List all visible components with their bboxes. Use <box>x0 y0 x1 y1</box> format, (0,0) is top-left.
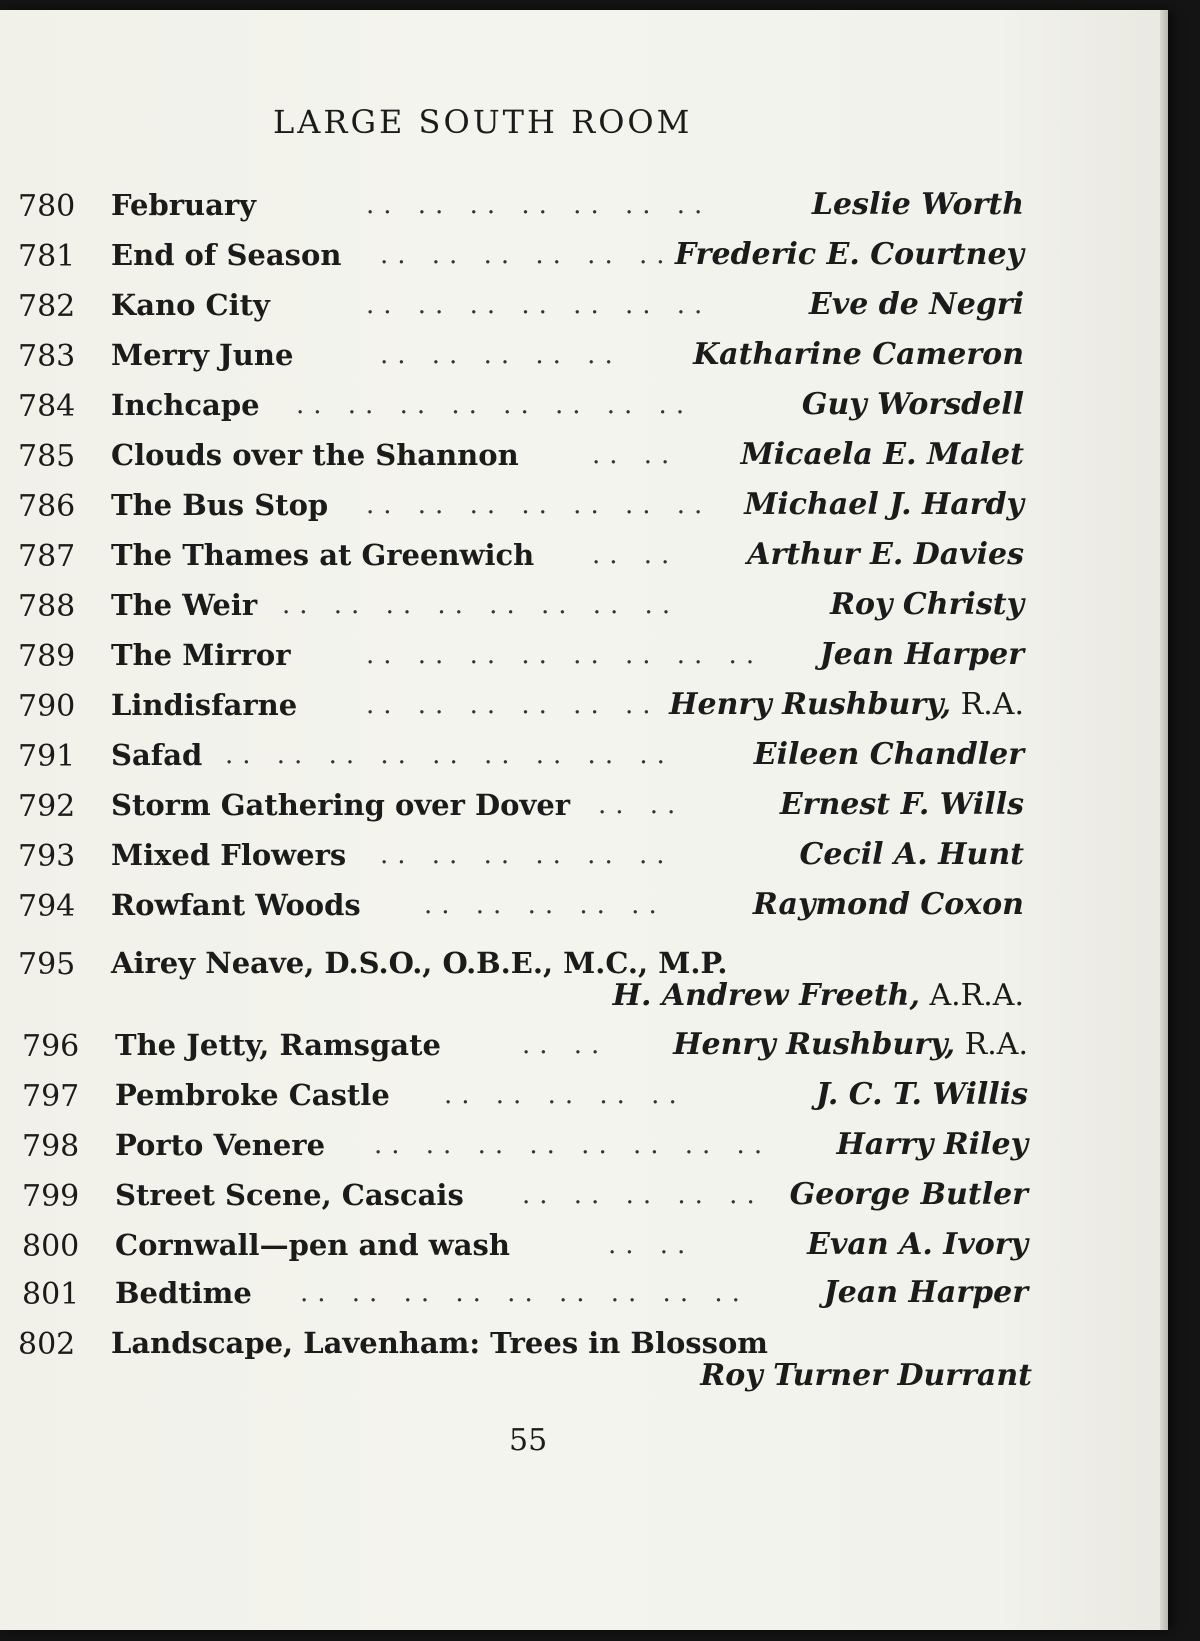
artist-name: Jean Harper <box>823 1275 1028 1310</box>
artist-suffix: R.A. <box>951 687 1024 722</box>
leader-dots: .. .. <box>592 540 679 570</box>
artist-name: George Butler <box>789 1177 1028 1212</box>
leader-dots: .. .. .. .. .. .. <box>380 840 674 870</box>
entry-title: Bedtime <box>115 1276 252 1310</box>
entry-artist <box>812 187 1024 222</box>
entry-number: 802 <box>18 1327 76 1362</box>
leader-dots: .. .. .. .. .. .. .. .. <box>374 1130 772 1160</box>
leader-dots: .. .. .. .. .. .. .. <box>366 190 712 220</box>
leader-dots: .. .. .. .. .. .. .. .. <box>282 590 680 620</box>
entry-title: Clouds over the Shannon <box>111 438 519 472</box>
entry-title: The Thames at Greenwich <box>111 538 535 572</box>
leader-dots: .. .. .. .. .. <box>424 890 666 920</box>
artist-name: Ernest F. Wills <box>779 787 1024 822</box>
entry-title: Landscape, Lavenham: Trees in Blossom <box>111 1326 768 1360</box>
catalogue-entry-784 <box>18 380 1024 424</box>
catalogue-entry-782 <box>18 280 1024 324</box>
entry-title: Lindisfarne <box>111 688 298 722</box>
entry-number: 799 <box>22 1179 80 1214</box>
artist-name: Henry Rushbury, <box>673 1027 956 1062</box>
leader-dots: .. .. <box>608 1230 695 1260</box>
catalogue-entry-792 <box>18 780 1024 824</box>
entry-number: 781 <box>18 239 76 274</box>
leader-dots: .. .. .. .. .. <box>380 340 622 370</box>
catalogue-entry-781 <box>18 230 1024 274</box>
leader-dots: .. .. <box>598 790 685 820</box>
artist-name: Cecil A. Hunt <box>799 837 1024 872</box>
entry-number: 790 <box>18 689 76 724</box>
artist-name: Leslie Worth <box>811 187 1024 222</box>
catalogue-entry-790 <box>18 680 1024 724</box>
entry-number: 800 <box>22 1229 80 1264</box>
artist-suffix: R.A. <box>955 1027 1028 1062</box>
catalogue-entry-785 <box>18 430 1024 474</box>
artist-name: Roy Turner Durrant <box>700 1358 1032 1393</box>
page-number: 55 <box>509 1423 548 1458</box>
artist-name: Micaela E. Malet <box>740 437 1024 472</box>
leader-dots: .. .. .. .. .. .. .. <box>366 490 712 520</box>
entry-artist <box>830 587 1024 622</box>
leader-dots: .. .. <box>592 440 679 470</box>
artist-name: Arthur E. Davies <box>747 537 1024 572</box>
artist-name: Henry Rushbury, <box>669 687 952 722</box>
entry-title: Inchcape <box>111 388 260 422</box>
artist-name: H. Andrew Freeth, <box>612 978 920 1013</box>
entry-artist <box>824 1275 1028 1310</box>
entry-artist <box>809 287 1024 322</box>
catalogue-entry-797 <box>22 1070 1028 1114</box>
catalogue-entry-801 <box>22 1268 1028 1312</box>
artist-name: Roy Christy <box>830 587 1024 622</box>
artist-name: Michael J. Hardy <box>744 487 1024 522</box>
entry-artist <box>741 437 1024 472</box>
entry-title: Merry June <box>111 338 294 372</box>
artist-name: Eileen Chandler <box>753 737 1024 772</box>
entry-title: Mixed Flowers <box>111 838 347 872</box>
entry-title: February <box>111 188 257 222</box>
entry-number: 785 <box>18 439 76 474</box>
catalogue-entry-796 <box>22 1020 1028 1064</box>
entry-title: End of Season <box>111 238 342 272</box>
catalogue-entry-802 <box>18 1318 1024 1362</box>
entry-title: Kano City <box>111 288 270 322</box>
artist-name: Evan A. Ivory <box>807 1227 1028 1262</box>
catalogue-entry-788 <box>18 580 1024 624</box>
leader-dots: .. .. .. .. .. .. .. .. .. <box>225 740 674 770</box>
entry-artist <box>693 337 1024 372</box>
entry-artist <box>673 1027 1028 1062</box>
catalogue-entry-791 <box>18 730 1024 774</box>
entry-number: 801 <box>22 1277 80 1312</box>
artist-name: Jean Harper <box>819 637 1024 672</box>
artist-name: Frederic E. Courtney <box>674 237 1024 272</box>
leader-dots: .. .. .. .. .. <box>444 1080 686 1110</box>
entry-title: The Bus Stop <box>111 488 329 522</box>
catalogue-entry-798 <box>22 1120 1028 1164</box>
entry-number: 787 <box>18 539 76 574</box>
artist-name: J. C. T. Willis <box>816 1077 1028 1112</box>
leader-dots: .. .. <box>522 1030 609 1060</box>
entry-artist <box>820 637 1024 672</box>
page-edge <box>1160 10 1168 1630</box>
entry-artist <box>754 737 1024 772</box>
entry-title: Rowfant Woods <box>111 888 361 922</box>
leader-dots: .. .. .. .. .. .. .. .. <box>366 640 764 670</box>
entry-number: 792 <box>18 789 76 824</box>
entry-title: Storm Gathering over Dover <box>111 788 571 822</box>
entry-title: Cornwall—pen and wash <box>115 1228 510 1262</box>
leader-dots: .. .. .. .. .. .. .. <box>366 290 712 320</box>
entry-number: 788 <box>18 589 76 624</box>
catalogue-entry-786 <box>18 480 1024 524</box>
catalogue-entry-780 <box>18 180 1024 224</box>
leader-dots: .. .. .. .. .. .. .. .. .. <box>300 1278 749 1308</box>
entry-artist <box>800 837 1024 872</box>
entry-artist <box>747 537 1024 572</box>
leader-dots: .. .. .. .. .. <box>522 1180 764 1210</box>
entry-title: Safad <box>111 738 203 772</box>
catalogue-entry-787 <box>18 530 1024 574</box>
entry-number: 780 <box>18 189 76 224</box>
artist-name: Eve de Negri <box>808 287 1024 322</box>
entry-artist <box>802 387 1024 422</box>
leader-dots: .. .. .. .. .. .. .. .. <box>296 390 694 420</box>
catalogue-entry-800 <box>22 1220 1028 1264</box>
entry-number: 796 <box>22 1029 80 1064</box>
entry-artist <box>816 1077 1028 1112</box>
entry-artist <box>790 1177 1028 1212</box>
entry-title: Airey Neave, D.S.O., O.B.E., M.C., M.P. <box>111 946 728 980</box>
artist-name: Raymond Coxon <box>752 887 1024 922</box>
leader-dots: .. .. .. .. .. .. <box>380 240 674 270</box>
catalogue-entry-795 <box>18 938 1024 982</box>
artist-name: Katharine Cameron <box>693 337 1024 372</box>
entry-number: 798 <box>22 1129 80 1164</box>
entry-number: 784 <box>18 389 76 424</box>
catalogue-entry-794 <box>18 880 1024 924</box>
entry-number: 791 <box>18 739 76 774</box>
entry-number: 793 <box>18 839 76 874</box>
catalogue-entry-789 <box>18 630 1024 674</box>
entry-number: 789 <box>18 639 76 674</box>
entry-artist <box>780 787 1024 822</box>
artist-name: Guy Worsdell <box>801 387 1024 422</box>
entry-artist <box>669 687 1024 722</box>
entry-artist <box>744 487 1024 522</box>
catalogue-entry-793 <box>18 830 1024 874</box>
entry-number: 783 <box>18 339 76 374</box>
entry-title: The Weir <box>111 588 258 622</box>
leader-dots: .. .. .. .. .. .. <box>366 690 660 720</box>
entry-artist <box>753 887 1024 922</box>
entry-artist <box>836 1127 1028 1162</box>
entry-number: 786 <box>18 489 76 524</box>
catalogue-entry-783 <box>18 330 1024 374</box>
entry-artist <box>807 1227 1028 1262</box>
entry-number: 782 <box>18 289 76 324</box>
entry-artist-795 <box>613 978 1024 1013</box>
entry-number: 797 <box>22 1079 80 1114</box>
entry-artist-802 <box>700 1358 1032 1393</box>
entry-title: Pembroke Castle <box>115 1078 390 1112</box>
artist-name: Harry Riley <box>836 1127 1028 1162</box>
entry-number: 794 <box>18 889 76 924</box>
room-heading: LARGE SOUTH ROOM <box>273 103 693 141</box>
entry-title: The Mirror <box>111 638 291 672</box>
entry-title: The Jetty, Ramsgate <box>115 1028 441 1062</box>
entry-title: Porto Venere <box>115 1128 326 1162</box>
artist-suffix: A.R.A. <box>919 978 1024 1013</box>
entry-number: 795 <box>18 947 76 982</box>
catalogue-entry-799 <box>22 1170 1028 1214</box>
entry-artist <box>675 237 1024 272</box>
entry-title: Street Scene, Cascais <box>115 1178 464 1212</box>
